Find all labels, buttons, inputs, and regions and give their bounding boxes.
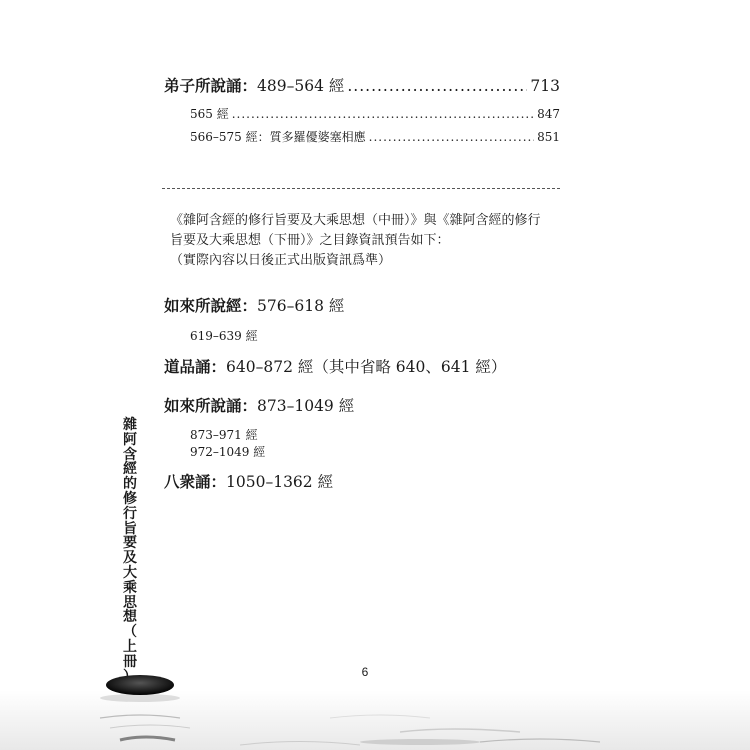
toc-main-range: 489–564 經 [257,77,345,95]
section-label: 如來所說經： [164,296,258,315]
toc-sub-page: 847 [537,107,560,121]
notice-line: 旨要及大乘思想（下冊）》之目錄資訊預告如下： [170,233,450,248]
toc-sub-label: 566–575 經：質多羅優婆塞相應 [190,130,366,144]
toc-main-label: 弟子所說誦： [164,76,258,95]
section-heading-daopin [164,357,506,377]
spine-char: 冊 [123,653,137,670]
toc-main-entry [164,76,560,96]
section-range: 873–1049 經 [257,397,355,415]
spine-char: 經 [123,461,137,478]
spine-char: 旨 [123,520,137,537]
toc-main-page: 713 [530,77,560,95]
spine-char: 想 [123,609,137,626]
section-heading-rulai-jing [164,296,344,316]
section-subitem: 619–639 經 [190,329,258,343]
section-heading-bazhong [164,472,333,492]
section-range: 1050–1362 經 [226,473,334,491]
toc-sub-leader [369,129,534,145]
toc-sub-leader [232,106,534,122]
notice-line: 《雜阿含經的修行旨要及大乘思想（中冊）》與《雜阿含經的修行 [170,213,541,228]
notice-line: （實際內容以日後正式出版資訊爲準） [170,253,392,268]
spine-char: 含 [123,446,137,463]
page-number: 6 [361,665,369,679]
spine-char: 行 [123,505,137,522]
stone-water-decoration [0,600,750,750]
section-subitem: 972–1049 經 [190,445,266,459]
spine-char: 乘 [123,579,137,596]
spine-char: 雜 [123,417,137,433]
preview-notice [170,211,565,271]
spine-char: 上 [123,638,137,655]
stone-icon [106,675,174,695]
spine-char: 的 [123,476,137,493]
section-label: 八衆誦： [164,472,227,491]
section-range: 576–618 經 [257,297,345,315]
section-heading-rulai-song [164,396,354,416]
section-range: 640–872 經（其中省略 640、641 經） [226,358,507,376]
spine-char: （ [123,624,137,641]
toc-main-leader [347,76,527,96]
toc-sub-label: 565 經 [190,107,229,121]
spine-char: 思 [123,594,137,611]
section-label: 如來所說誦： [164,396,258,415]
spine-char: 阿 [123,431,137,448]
spine-char: 大 [123,564,137,581]
section-subitem: 873–971 經 [190,428,258,442]
section-label: 道品誦： [164,357,227,376]
spine-char: 及 [123,550,137,567]
toc-sub-entry [190,106,560,122]
spine-char: 修 [123,490,137,507]
toc-sub-page: 851 [537,130,560,144]
dashed-divider [162,188,560,189]
spine-char: 要 [123,535,137,552]
toc-sub-entry [190,129,560,145]
